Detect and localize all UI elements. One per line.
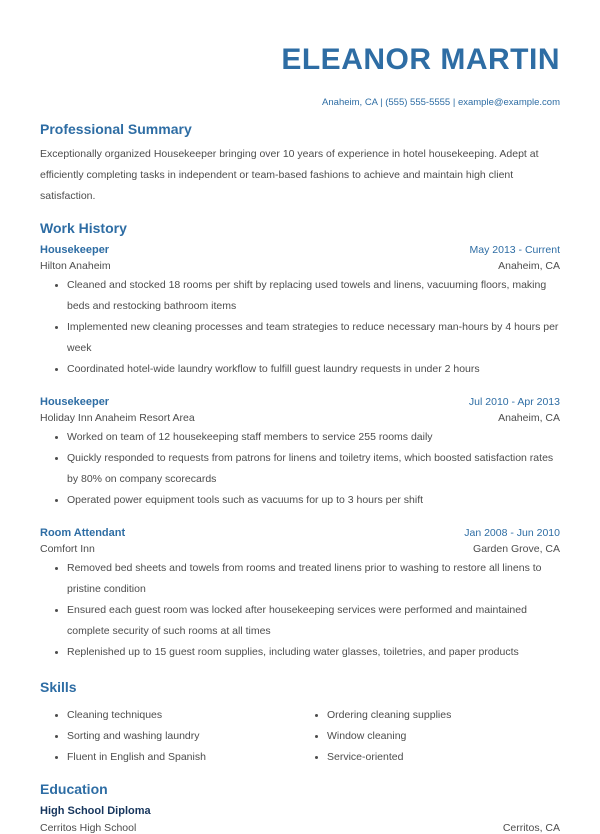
job-bullet: • Cleaned and stocked 18 rooms per shift by replacing used towels and linens, vacuuming floors, making beds and restocking bathroom items — [67, 275, 560, 317]
job-header — [40, 527, 560, 539]
skill-item: • Ordering cleaning supplies — [327, 705, 560, 726]
education-row — [40, 822, 560, 834]
job-bullet: • Coordinated hotel-wide laundry workflow to fulfill guest laundry requests in under 2 hours — [67, 359, 560, 380]
job-header — [40, 396, 560, 408]
skill-item: • Cleaning techniques — [67, 705, 300, 726]
job-company: Holiday Inn Anaheim Resort Area — [40, 412, 195, 424]
job-title: Housekeeper — [40, 244, 110, 256]
job-location: Anaheim, CA — [498, 260, 560, 272]
job-entry — [40, 244, 560, 380]
job-bullet: • Worked on team of 12 housekeeping staff members to service 255 rooms daily — [67, 427, 560, 448]
job-entry — [40, 527, 560, 663]
job-location: Garden Grove, CA — [473, 543, 560, 555]
skill-item: • Sorting and washing laundry — [67, 726, 300, 747]
job-dates: Jul 2010 - Apr 2013 — [468, 396, 560, 408]
job-bullet-list — [40, 427, 560, 511]
job-bullet: • Quickly responded to requests from patrons for linens and toiletry items, which boosted satisfaction rates by 80% on company scorecards — [67, 448, 560, 490]
education-school: Cerritos High School — [40, 822, 137, 834]
job-bullet: • Implemented new cleaning processes and team strategies to reduce necessary man-hours by 4 hours per week — [67, 317, 560, 359]
job-bullet-list — [40, 558, 560, 663]
job-entry — [40, 396, 560, 511]
job-dates: Jan 2008 - Jun 2010 — [464, 527, 560, 539]
job-bullet: • Removed bed sheets and towels from rooms and treated linens prior to washing to restore all linens to pristine condition — [67, 558, 560, 600]
skill-item: • Window cleaning — [327, 726, 560, 747]
summary-text: Exceptionally organized Housekeeper bringing over 10 years of experience in hotel housekeeping. Adept at efficiently completing tasks in independent or team-based fashions to achieve and maintain high client satisfaction. — [40, 148, 539, 202]
skills-grid — [40, 702, 560, 768]
skill-item: • Service-oriented — [327, 747, 560, 768]
job-bullet: • Operated power equipment tools such as vacuums for up to 3 hours per shift — [67, 490, 560, 511]
job-title: Room Attendant — [40, 527, 126, 539]
summary-section-heading: Professional Summary — [40, 121, 192, 137]
skills-left-column — [40, 705, 300, 768]
education-location: Cerritos, CA — [502, 822, 560, 834]
skills-right-column — [300, 705, 560, 768]
work-history-section-heading: Work History — [40, 220, 127, 236]
education-section-heading: Education — [40, 781, 108, 797]
job-dates: May 2013 - Current — [469, 244, 560, 256]
job-subheader — [40, 543, 560, 555]
contact-line: Anaheim, CA | (555) 555-5555 | example@example.com — [322, 97, 560, 108]
resume-name: ELEANOR MARTIN — [281, 43, 560, 76]
job-title: Housekeeper — [40, 396, 110, 408]
job-company: Hilton Anaheim — [40, 260, 111, 272]
job-location: Anaheim, CA — [498, 412, 560, 424]
job-bullet-list — [40, 275, 560, 380]
job-subheader — [40, 412, 560, 424]
job-subheader — [40, 260, 560, 272]
skill-item: • Fluent in English and Spanish — [67, 747, 300, 768]
job-company: Comfort Inn — [40, 543, 95, 555]
job-bullet: • Ensured each guest room was locked after housekeeping services were performed and maintained complete security of such rooms at all times — [67, 600, 560, 642]
job-header — [40, 244, 560, 256]
job-bullet: • Replenished up to 15 guest room supplies, including water glasses, toiletries, and paper products — [67, 642, 560, 663]
education-degree: High School Diploma — [40, 805, 151, 817]
skills-section-heading: Skills — [40, 679, 77, 695]
